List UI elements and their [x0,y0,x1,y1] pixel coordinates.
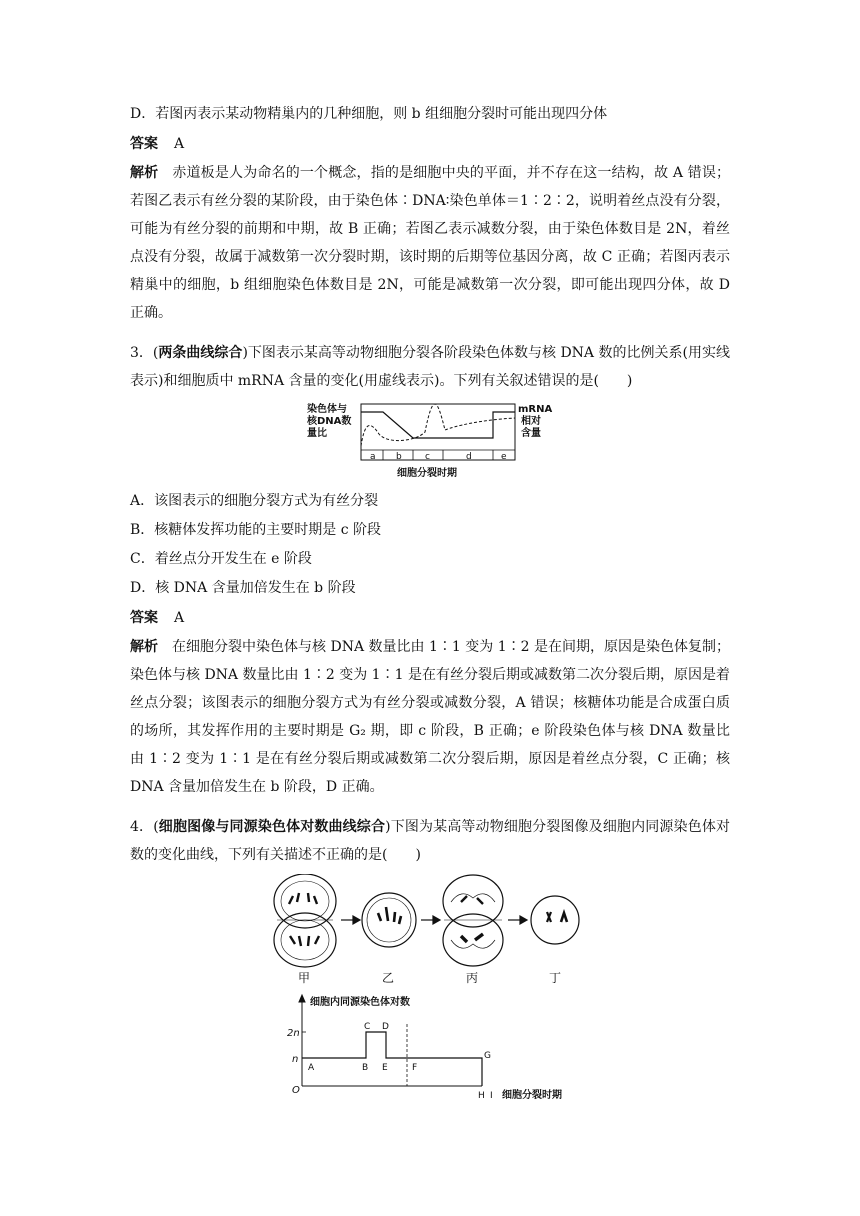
q3-mrna-dashed-curve [361,404,515,446]
arrow-icon [421,916,440,924]
q4-y-axis-title: 细胞内同源染色体对数 [310,997,410,1008]
cell-jia-drawing [274,874,336,967]
q3-stage-d: d [466,452,472,462]
q3-answer [130,604,184,632]
question-text: )下图表示某高等动物细胞分裂各阶段染色体数与核 DNA 数的比例关系(用实线表示)和细胞质中 mRNA 含量的变化(用虚线表示)。下列有关叙述错误的是( ) [130,345,731,389]
q3-left-label-line-1: 染色体与 [307,404,347,415]
cell-label-ding: 丁 [549,971,562,985]
q4-point-f: F [412,1063,418,1073]
q3-option-a: A．该图表示的细胞分裂方式为有丝分裂 [130,493,379,509]
cell-label-yi: 乙 [382,971,395,985]
q3-right-label-line-3: 含量 [521,428,541,439]
q4-x-axis-title: 细胞分裂时期 [502,1090,562,1101]
q3-option-c: C．着丝点分开发生在 e 阶段 [130,551,312,567]
q3-stem [130,339,730,395]
q4-point-h: H [478,1091,485,1101]
q3-stage-e: e [501,452,507,462]
cell-bing-drawing [443,875,503,966]
q3-ratio-solid-line [361,412,515,438]
q3-option-b: B．核糖体发挥功能的主要时期是 c 阶段 [130,522,382,538]
arrow-icon [508,916,527,924]
question-text: )下图为某高等动物细胞分裂图像及细胞内同源染色体对数的变化曲线，下列有关描述不正确的是( ) [130,819,730,863]
answer-value: A [174,610,185,626]
cell-ding-drawing [531,896,579,944]
answer-value: A [174,136,185,152]
question-tag: 两条曲线综合 [158,345,243,361]
q4-stem [130,813,730,869]
q4-point-b: B [362,1063,369,1073]
q4-y-tick-2n: 2n [287,1028,300,1039]
arrow-icon [341,916,360,924]
q3-right-label-line-1: mRNA [518,404,553,415]
q4-graph-axes [299,995,482,1086]
question-number: 3．( [130,345,159,361]
q4-point-e: E [382,1063,388,1073]
q2-answer [130,130,184,158]
answer-label: 答案 [130,136,158,152]
q4-point-labels [308,1022,493,1101]
q3-left-label-line-2: 核DNA数 [307,416,352,427]
q2-explanation [130,159,730,327]
q3-option-d: D．核 DNA 含量加倍发生在 b 阶段 [130,580,356,596]
q4-point-d: D [382,1022,389,1032]
q4-y-tick-marks [302,1032,306,1058]
q4-graph [282,992,592,1102]
explanation-label: 解析 [130,639,159,655]
q3-x-caption: 细胞分裂时期 [397,468,457,479]
q4-point-g: G [484,1051,491,1061]
q3-explanation [130,633,730,801]
answer-label: 答案 [130,610,158,626]
q4-y-ticks [287,1028,300,1096]
q3-left-label-line-3: 量比 [307,428,327,439]
q4-cell-figure [265,874,605,986]
explanation-text: 在细胞分裂中染色体与核 DNA 数量比由 1∶1 变为 1∶2 是在间期，原因是染色体复制；染色体与核 DNA 数量比由 1∶2 变为 1∶1 是在有丝分裂后期或减数第二次分裂后期，原因是着丝点分裂；该图表示的细胞分裂方式为有丝分裂或减数分裂，A 错误；核糖体功能是合成蛋白质的场所，其发挥作用的主要时期是 G₂ 期，即 c 阶段，B 正确；e 阶段染色体与核 DNA 数量比由 1∶2 变为 1∶1 是在有丝分裂后期或减数第二次分裂后期，原因是着丝点分裂，C 正确；核 DNA 含量加倍发生在 b 阶段，D 正确。 [130,639,731,795]
q2-option-d: D．若图丙表示某动物精巢内的几种细胞，则 b 组细胞分裂时可能出现四分体 [130,106,608,122]
q4-y-tick-n: n [292,1054,299,1065]
q3-left-axis-label [306,402,351,439]
question-tag: 细胞图像与同源染色体对数曲线综合 [158,819,386,835]
cell-label-bing: 丙 [466,971,479,985]
q4-point-a: A [308,1063,315,1073]
q4-point-c: C [364,1022,371,1032]
q4-point-i: I [490,1091,493,1101]
q3-right-label-line-2: 相对 [521,416,541,427]
explanation-label: 解析 [130,165,159,181]
question-number: 4．( [130,819,159,835]
q3-right-axis-label [518,404,552,439]
q4-homologous-pairs-line [302,1032,482,1086]
q3-stage-c: c [425,452,430,462]
cell-yi-drawing [362,893,416,947]
explanation-text: 赤道板是人为命名的一个概念，指的是细胞中央的平面，并不存在这一结构，故 A 错误；若图乙表示有丝分裂的某阶段，由于染色体∶DNA∶染色单体＝1∶2∶2，说明着丝点没有分裂，可能为有丝分裂的前期和中期，故 B 正确；若图乙表示减数分裂，由于染色体数目是 2N，着丝点没有分裂，故属于减数第一次分裂时期，该时期的后期等位基因分离，故 C 正确；若图丙表示精巢中的细胞，b 组细胞染色体数目是 2N，可能是减数第一次分裂，即可能出现四分体，故 D 正确。 [130,165,730,321]
cell-labels [298,971,561,985]
q4-y-tick-origin: O [292,1085,300,1096]
q3-figure [305,400,565,484]
q3-stage-b: b [396,452,402,462]
q3-stage-a: a [370,452,376,462]
cell-label-jia: 甲 [298,971,311,985]
